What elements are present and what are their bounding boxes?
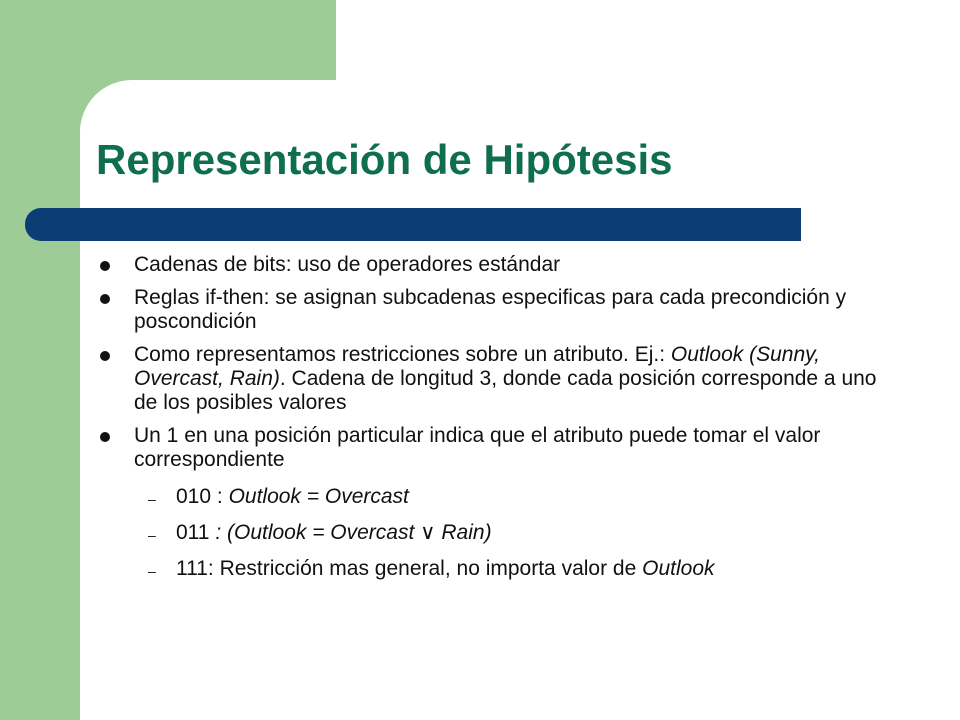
- bullet-text: Reglas if-then: se asignan subcadenas especificas para cada precondición y poscondición: [134, 286, 847, 333]
- slide-title: Representación de Hipótesis: [96, 136, 673, 183]
- bullet-item: [98, 253, 898, 277]
- example-attribute: Outlook (Sunny, Overcast, Rain): [134, 343, 820, 390]
- bullet-dot-icon: [100, 351, 110, 361]
- sub-bullet-italic: : (Outlook = Overcast: [215, 521, 415, 544]
- dash-icon: –: [148, 491, 156, 507]
- bullet-text-post: . Cadena de longitud 3, donde cada posición corresponde a uno de los posibles valores: [134, 367, 877, 414]
- bullet-dot-icon: [100, 432, 110, 442]
- dash-icon: –: [148, 527, 156, 543]
- bullet-item: [98, 286, 898, 334]
- sub-bullet-item: [98, 557, 898, 581]
- sub-bullet-italic: Rain): [441, 521, 492, 544]
- sub-bullet-code: 010 :: [176, 485, 223, 508]
- title-rule: [25, 208, 801, 241]
- bullet-dot-icon: [100, 294, 110, 304]
- sub-bullet-italic: Outlook: [642, 557, 715, 580]
- sub-bullet-italic: Outlook = Overcast: [228, 485, 409, 508]
- sub-bullet-item: [98, 521, 898, 545]
- bullet-item: [98, 424, 898, 472]
- bullet-item: [98, 343, 898, 415]
- bullet-dot-icon: [100, 261, 110, 271]
- bullet-text-pre: Como representamos restricciones sobre un atributo. Ej.:: [134, 343, 666, 366]
- logical-or-symbol: ∨: [420, 521, 436, 544]
- bullet-text: Un 1 en una posición particular indica que el atributo puede tomar el valor correspondiente: [134, 424, 821, 471]
- sub-bullet-text: 111: Restricción mas general, no importa valor de: [176, 557, 637, 580]
- sub-bullet-item: [98, 485, 898, 509]
- sub-bullet-code: 011: [176, 521, 210, 544]
- bullet-text: Cadenas de bits: uso de operadores estándar: [134, 253, 561, 276]
- bullet-list: [98, 253, 898, 593]
- dash-icon: –: [148, 563, 156, 579]
